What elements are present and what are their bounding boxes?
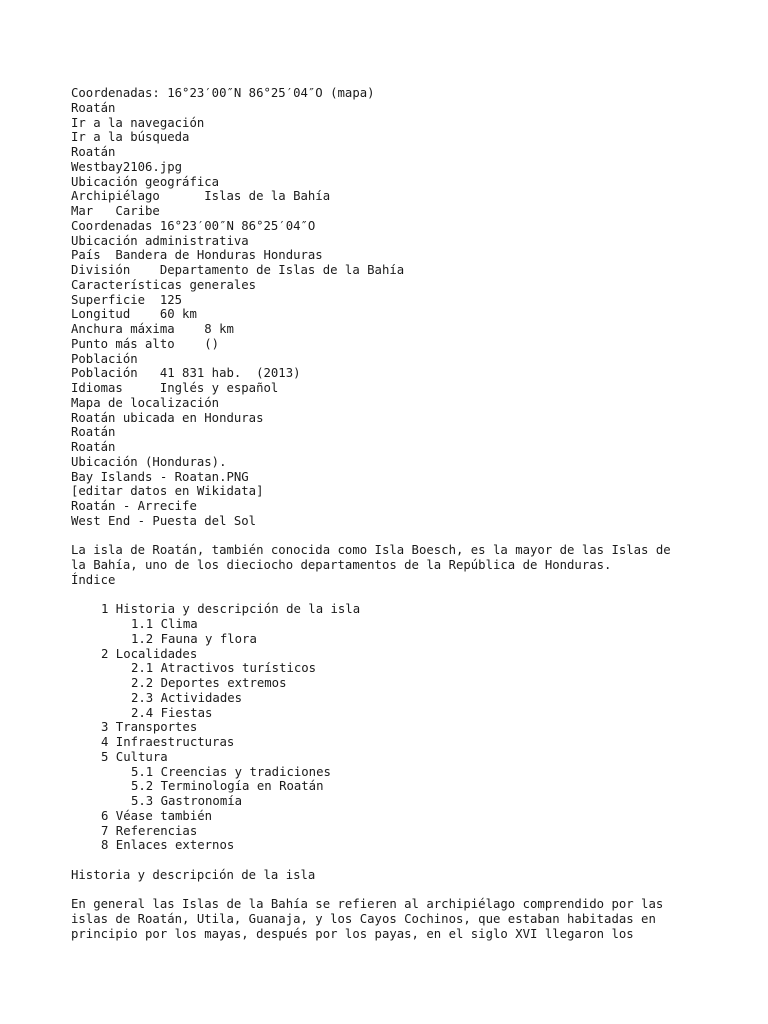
toc-item[interactable]: 2.1 Atractivos turísticos	[131, 661, 317, 676]
infobox-title: Roatán	[71, 145, 116, 159]
infobox-row-area: Superficie 125	[71, 292, 183, 307]
intro-line: La isla de Roatán, también conocida como Isla Boesch, es la mayor de las Islas de	[71, 543, 671, 558]
edit-wikidata-link[interactable]: [editar datos en Wikidata]	[71, 484, 264, 499]
toc-item[interactable]: 2.2 Deportes extremos	[131, 676, 287, 690]
skip-to-search-link[interactable]: Ir a la búsqueda	[71, 130, 190, 145]
section-line: En general las Islas de la Bahía se refieren al archipiélago comprendido por las	[71, 897, 664, 912]
spacer	[71, 853, 691, 868]
toc-item[interactable]: 5.3 Gastronomía	[131, 794, 243, 808]
spacer	[71, 883, 691, 898]
infobox-row-coordinates: Coordenadas 16°23′00″N 86°25′04″O	[71, 218, 316, 233]
toc-item[interactable]: 2 Localidades	[101, 646, 198, 661]
section-line: islas de Roatán, Utila, Guanaja, y los Cayos Cochinos, que estaban habitadas en	[71, 912, 656, 926]
toc-item[interactable]: 5.1 Creencias y tradiciones	[131, 764, 331, 779]
toc-item[interactable]: 2.3 Actividades	[131, 690, 243, 705]
infobox-section-population: Población	[71, 351, 138, 366]
intro-line: la Bahía, uno de los dieciocho departamentos de la República de Honduras.	[71, 558, 612, 572]
infobox-row-highest-point: Punto más alto ()	[71, 336, 220, 351]
gallery-caption: Roatán - Arrecife	[71, 499, 197, 513]
toc-item[interactable]: 6 Véase también	[101, 808, 213, 823]
toc-item[interactable]: 5 Cultura	[101, 749, 168, 764]
section-paragraph	[71, 897, 691, 941]
toc-item[interactable]: 2.4 Fiestas	[131, 705, 213, 720]
spacer	[71, 588, 691, 603]
infobox-section-administrative: Ubicación administrativa	[71, 233, 249, 248]
toc-item[interactable]: 7 Referencias	[101, 823, 198, 838]
table-of-contents	[71, 602, 691, 853]
intro-paragraph	[71, 543, 691, 573]
toc-item[interactable]: 1.2 Fauna y flora	[131, 631, 257, 646]
toc-item[interactable]: 5.2 Terminología en Roatán	[131, 779, 324, 794]
toc-item[interactable]: 4 Infraestructuras	[101, 735, 235, 749]
toc-item[interactable]: 8 Enlaces externos	[101, 838, 235, 853]
gallery-caption: West End - Puesta del Sol	[71, 513, 257, 528]
section-line: principio por los mayas, después por los payas, en el siglo XVI llegaron los	[71, 926, 634, 941]
infobox-map-location: Ubicación (Honduras).	[71, 454, 227, 469]
infobox-section-map: Mapa de localización	[71, 395, 220, 410]
infobox-section-geography: Ubicación geográfica	[71, 174, 220, 189]
infobox-row-length: Longitud 60 km	[71, 307, 197, 322]
infobox-row-division: División Departamento de Islas de la Bahía	[71, 263, 405, 277]
spacer	[71, 529, 691, 544]
infobox-row-languages: Idiomas Inglés y español	[71, 381, 279, 395]
infobox-row-sea: Mar Caribe	[71, 204, 160, 218]
section-heading: Historia y descripción de la isla	[71, 867, 316, 882]
skip-to-navigation-link[interactable]: Ir a la navegación	[71, 115, 205, 130]
infobox-section-general: Características generales	[71, 277, 257, 292]
infobox-image-caption: Westbay2106.jpg	[71, 159, 183, 174]
infobox-text	[71, 86, 691, 529]
coordinates-line: Coordenadas: 16°23′00″N 86°25′04″O (mapa)	[71, 86, 375, 100]
document-page	[71, 86, 691, 942]
toc-item[interactable]: 1.1 Clima	[131, 617, 198, 631]
infobox-map-label: Roatán	[71, 425, 116, 440]
toc-item[interactable]: 3 Transportes	[101, 720, 198, 735]
infobox-map-caption: Roatán ubicada en Honduras	[71, 410, 264, 425]
article-title: Roatán	[71, 100, 116, 115]
toc-heading: Índice	[71, 572, 116, 587]
toc-item[interactable]: 1 Historia y descripción de la isla	[101, 602, 361, 617]
infobox-row-width: Anchura máxima 8 km	[71, 322, 234, 336]
infobox-map-label: Roatán	[71, 440, 116, 454]
infobox-image-file: Bay Islands - Roatan.PNG	[71, 469, 249, 484]
infobox-row-population: Población 41 831 hab. (2013)	[71, 366, 301, 381]
infobox-row-country: País Bandera de Honduras Honduras	[71, 248, 323, 263]
infobox-row-archipelago: Archipiélago Islas de la Bahía	[71, 189, 331, 204]
